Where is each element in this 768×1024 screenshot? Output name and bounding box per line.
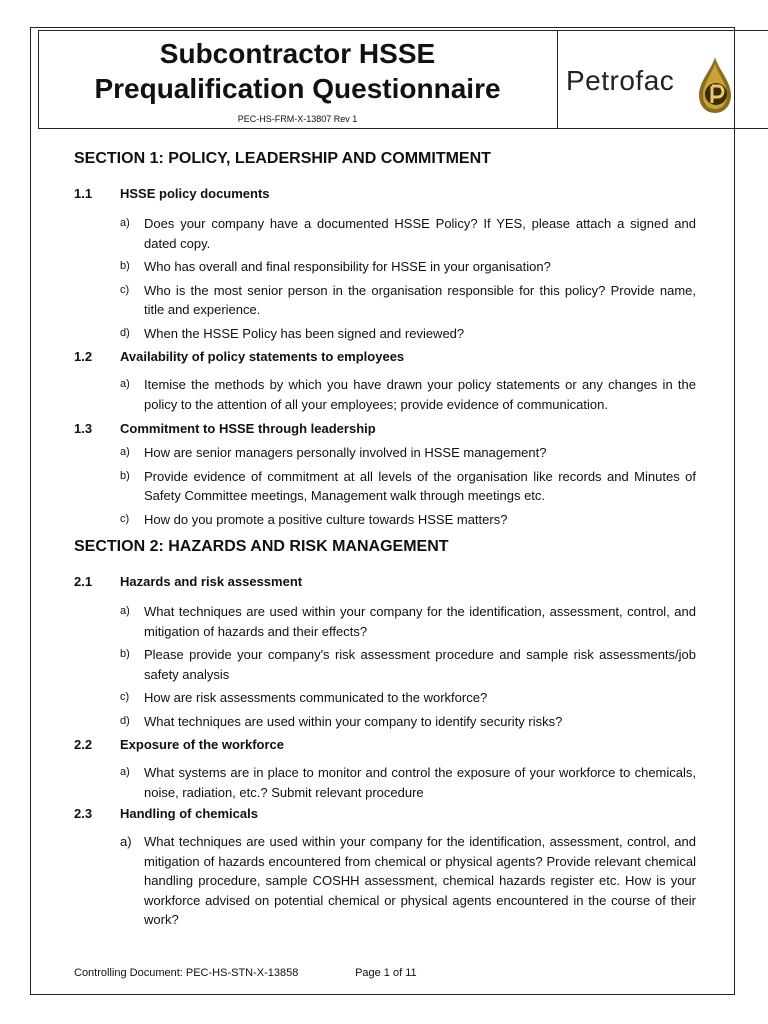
list-item	[74, 645, 696, 684]
item-letter: b)	[120, 648, 130, 660]
logo-text: Petrofac	[566, 65, 675, 96]
item-text: When the HSSE Policy has been signed and reviewed?	[144, 325, 465, 341]
list-item	[74, 375, 696, 414]
subsection-title: Handling of chemicals	[120, 806, 258, 821]
item-letter: a)	[120, 378, 130, 390]
subsection-number: 1.1	[74, 186, 93, 201]
subsection-number: 1.2	[74, 349, 93, 364]
petrofac-logo	[566, 55, 736, 115]
item-text: Please provide your company's risk assessment procedure and sample risk assessments/job safety analysis	[144, 647, 696, 682]
item-text: How do you promote a positive culture towards HSSE matters?	[144, 511, 508, 527]
item-text: Does your company have a documented HSSE Policy? If YES, please attach a signed and dated copy.	[144, 216, 696, 251]
list-item	[74, 281, 696, 320]
list-item	[74, 712, 696, 732]
list-item	[74, 214, 696, 253]
item-text: How are risk assessments communicated to the workforce?	[144, 690, 488, 705]
item-letter: a)	[120, 605, 130, 617]
section-heading: SECTION 2: HAZARDS AND RISK MANAGEMENT	[74, 538, 449, 555]
page-number: Page 1 of 11	[355, 967, 417, 979]
form-code: PEC-HS-FRM-X-13807 Rev 1	[237, 114, 358, 124]
subsection-heading	[74, 737, 696, 757]
item-letter: b)	[120, 469, 130, 482]
oil-drop-icon	[696, 55, 734, 115]
subsection-number: 1.3	[74, 421, 93, 436]
item-text: What techniques are used within your company for the identification, assessment, control, and mitigation of hazards encountered from chemical or physical agents? Provide relevant chemical handling procedure, sample COSHH assessment, chemical hazards register etc. How is your workforce advised on potential chemical or physical agents encountered in the course of their work?	[144, 834, 696, 927]
item-text: Provide evidence of commitment at all levels of the organisation like records and Minutes of Safety Committee meetings, Management walk through meetings etc.	[144, 468, 696, 503]
subsection-heading	[74, 349, 696, 369]
list-item	[74, 443, 696, 463]
item-text: What techniques are used within your company for the identification, assessment, control, and mitigation of hazards and their effects?	[144, 604, 696, 639]
section-heading: SECTION 1: POLICY, LEADERSHIP AND COMMITMENT	[74, 150, 491, 167]
subsection-title: Exposure of the workforce	[120, 737, 284, 752]
item-letter: a)	[120, 834, 132, 849]
list-item	[74, 763, 696, 802]
list-item	[74, 257, 696, 277]
document-content	[74, 150, 696, 930]
item-letter: d)	[120, 326, 130, 339]
item-text: What systems are in place to monitor and control the exposure of your workforce to chemicals, noise, radiation, etc.? Submit relevant procedure	[144, 765, 696, 800]
item-text: Who has overall and final responsibility for HSSE in your organisation?	[144, 259, 551, 274]
item-text: Itemise the methods by which you have drawn your policy statements or any changes in the policy to the attention of all your employees; provide evidence of communication.	[144, 377, 696, 412]
title-line-1: Subcontractor HSSE	[159, 38, 436, 69]
item-letter: d)	[120, 714, 130, 727]
title-line-2: Prequalification Questionnaire	[94, 73, 501, 104]
subsection-title: Availability of policy statements to employees	[120, 349, 405, 364]
header-border-bottom	[38, 128, 768, 129]
item-letter: c)	[120, 283, 130, 296]
section-2	[74, 538, 696, 930]
list-item	[74, 510, 696, 530]
item-letter: a)	[120, 217, 130, 229]
controlling-document: Controlling Document: PEC-HS-STN-X-13858	[74, 967, 299, 979]
item-text: How are senior managers personally involved in HSSE management?	[144, 445, 547, 460]
item-letter: a)	[120, 766, 130, 778]
list-item	[74, 832, 696, 930]
list-item	[74, 324, 696, 344]
document-title	[38, 36, 557, 106]
item-text: What techniques are used within your company to identify security risks?	[144, 713, 563, 729]
subsection-title: HSSE policy documents	[120, 186, 270, 201]
section-1	[74, 150, 696, 529]
list-item	[74, 467, 696, 506]
item-letter: b)	[120, 260, 130, 272]
subsection-heading	[74, 574, 696, 594]
item-letter: a)	[120, 446, 130, 458]
subsection-number: 2.2	[74, 737, 93, 752]
subsection-heading	[74, 186, 696, 206]
header-divider	[557, 30, 558, 128]
subsection-number: 2.3	[74, 806, 93, 821]
subsection-heading	[74, 806, 696, 826]
subsection-heading	[74, 421, 696, 441]
subsection-title: Commitment to HSSE through leadership	[120, 421, 376, 436]
page-footer	[74, 967, 417, 979]
item-text: Who is the most senior person in the organisation responsible for this policy? Provide name, title and experience.	[144, 282, 696, 317]
subsection-number: 2.1	[74, 574, 93, 589]
header-border-top	[38, 30, 768, 31]
subsection-title: Hazards and risk assessment	[120, 574, 303, 589]
list-item	[74, 688, 696, 708]
item-letter: c)	[120, 512, 130, 525]
item-letter: c)	[120, 691, 130, 703]
list-item	[74, 602, 696, 641]
